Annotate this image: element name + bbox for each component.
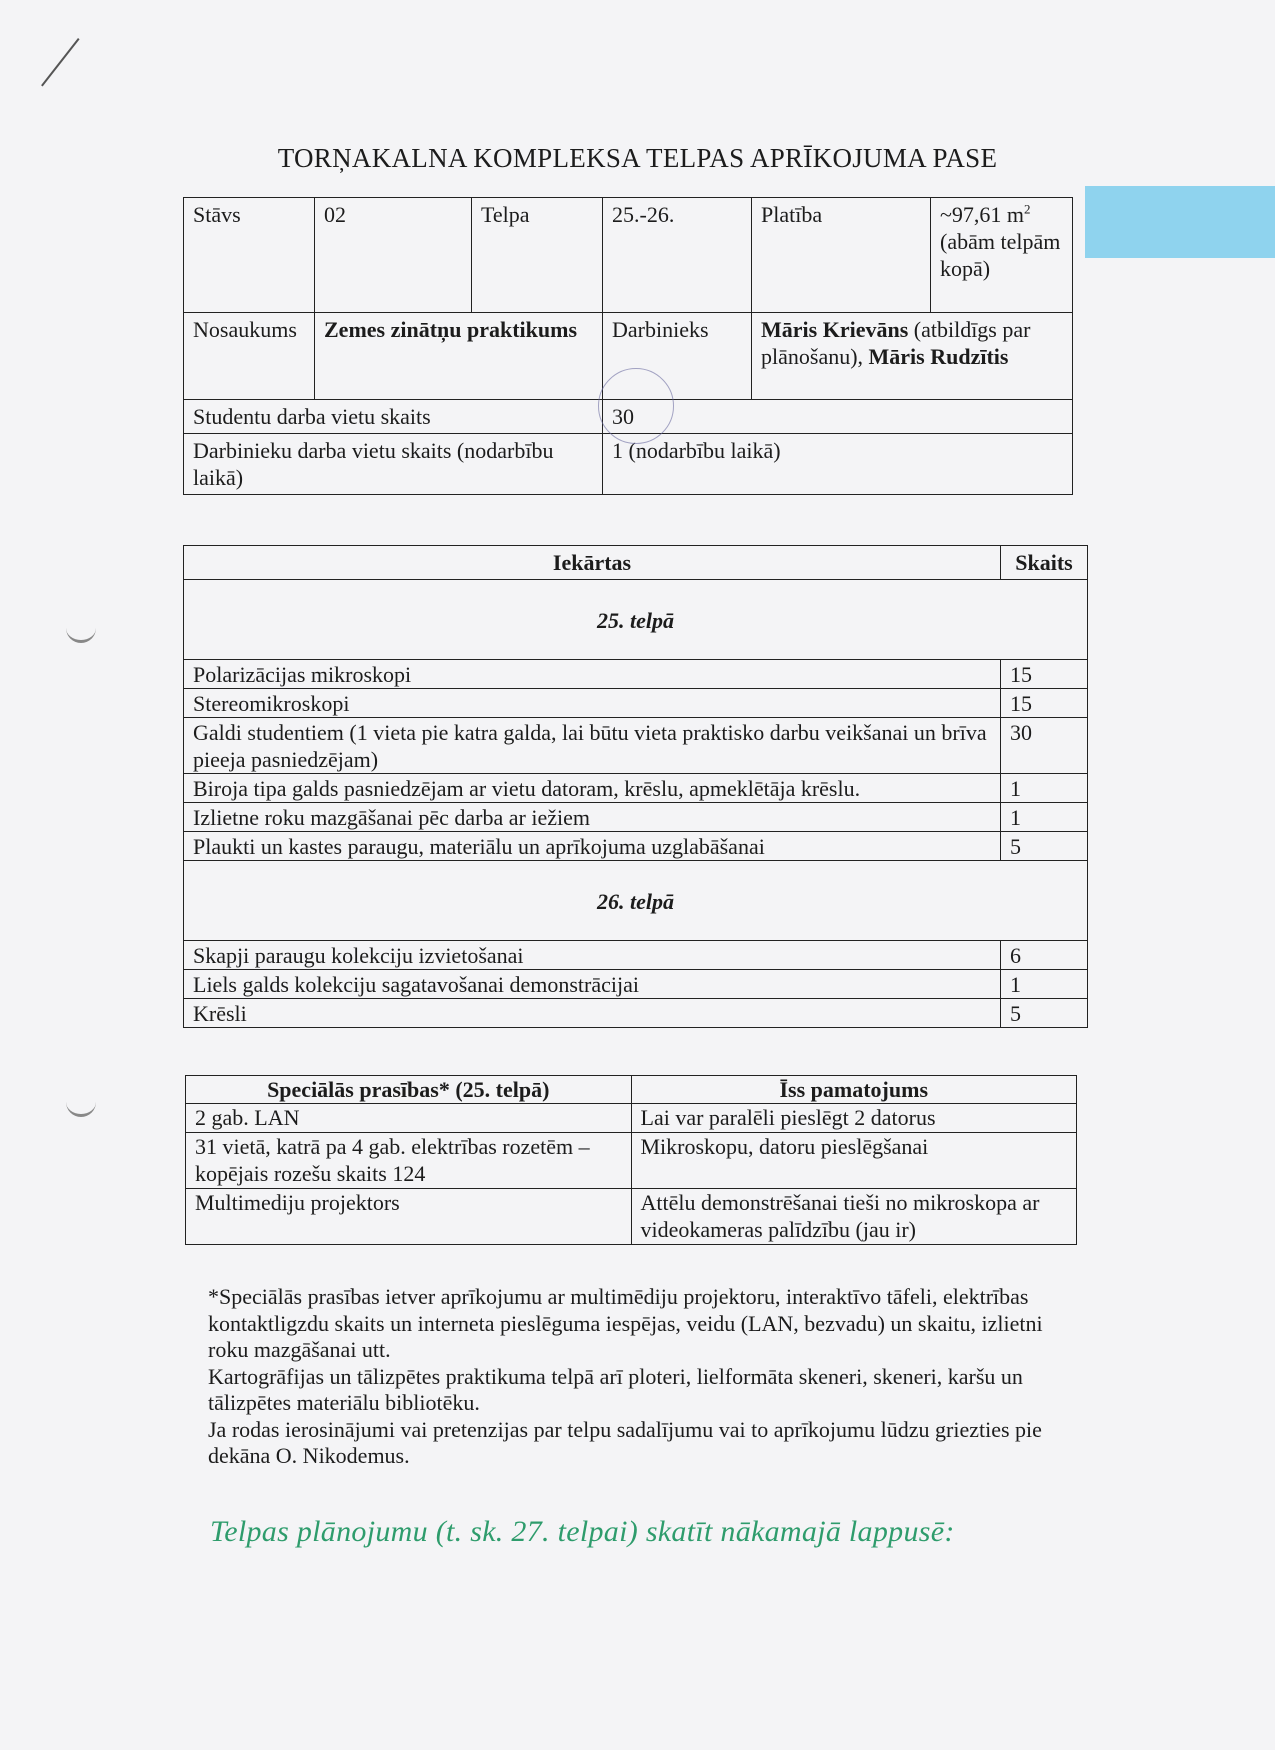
floor-label: Stāvs (184, 198, 315, 313)
special-req: Multimediju projektors (186, 1189, 632, 1245)
equipment-rows-26 (184, 941, 1088, 1028)
special-req: 2 gab. LAN (186, 1104, 632, 1133)
blue-tape-tab (1085, 186, 1275, 258)
special-row (186, 1104, 1077, 1133)
staff-person-1: Māris Krievāns (761, 317, 909, 342)
equipment-section-row-1 (184, 580, 1088, 660)
equipment-25-row (184, 832, 1088, 861)
equipment-25-row (184, 689, 1088, 718)
punch-hole-bottom (66, 1098, 96, 1117)
equipment-col-count: Skaits (1001, 546, 1088, 580)
staff-value (752, 313, 1073, 400)
area-note: (abām telpām kopā) (940, 229, 1061, 281)
staff-label: Darbinieks (603, 313, 752, 400)
special-reason: Mikroskopu, datoru pieslēgšanai (631, 1133, 1077, 1189)
equipment-25-item: Plaukti un kastes paraugu, materiālu un aprīkojuma uzglabāšanai (184, 832, 1001, 861)
room-info-row-1 (184, 198, 1073, 313)
equipment-section-26: 26. telpā (184, 861, 1088, 941)
special-reason: Lai var paralēli pieslēgt 2 datorus (631, 1104, 1077, 1133)
staff-seats-value: 1 (nodarbību laikā) (603, 434, 1073, 495)
equipment-25-count: 1 (1001, 803, 1088, 832)
special-row (186, 1189, 1077, 1245)
floor-value: 02 (315, 198, 472, 313)
equipment-26-row (184, 999, 1088, 1028)
equipment-25-item: Stereomikroskopi (184, 689, 1001, 718)
equipment-25-item: Galdi studentiem (1 vieta pie katra galda, lai būtu vieta praktisko darbu veikšanai un brīva pieeja pasniedzējam) (184, 718, 1001, 774)
equipment-25-item: Izlietne roku mazgāšanai pēc darba ar iežiem (184, 803, 1001, 832)
equipment-25-count: 15 (1001, 689, 1088, 718)
pen-mark (41, 38, 80, 87)
student-seats-label: Studentu darba vietu skaits (184, 400, 603, 434)
name-value: Zemes zinātņu praktikums (315, 313, 603, 400)
equipment-26-row (184, 941, 1088, 970)
punch-hole-top (66, 624, 96, 643)
equipment-26-item: Krēsli (184, 999, 1001, 1028)
room-label: Telpa (472, 198, 603, 313)
equipment-25-count: 30 (1001, 718, 1088, 774)
special-rows (186, 1104, 1077, 1245)
equipment-26-item: Skapji paraugu kolekciju izvietošanai (184, 941, 1001, 970)
equipment-26-count: 6 (1001, 941, 1088, 970)
equipment-25-row (184, 718, 1088, 774)
equipment-25-count: 5 (1001, 832, 1088, 861)
equipment-rows-25 (184, 660, 1088, 861)
special-requirements-table (185, 1075, 1077, 1245)
special-header-row (186, 1076, 1077, 1104)
equipment-26-count: 1 (1001, 970, 1088, 999)
special-col-reason: Īss pamatojums (631, 1076, 1077, 1104)
staff-person-1-note: (atbildīgs par plānošanu), (761, 317, 1031, 369)
equipment-25-row (184, 774, 1088, 803)
equipment-25-count: 15 (1001, 660, 1088, 689)
equipment-26-item: Liels galds kolekciju sagatavošanai demonstrācijai (184, 970, 1001, 999)
equipment-section-row-2 (184, 861, 1088, 941)
special-row (186, 1133, 1077, 1189)
special-req: 31 vietā, katrā pa 4 gab. elektrības rozetēm – kopējais rozešu skaits 124 (186, 1133, 632, 1189)
equipment-25-item: Polarizācijas mikroskopi (184, 660, 1001, 689)
footnote-p1: *Speciālās prasības ietver aprīkojumu ar multimēdiju projektoru, interaktīvo tāfeli, elektrības kontaktligzdu skaits un interneta pieslēguma iespējas, veidu (LAN, bezvadu) un skaitu, izlietni roku mazgāšanai utt. (208, 1284, 1043, 1362)
footnote-block (208, 1284, 1068, 1470)
equipment-header-row (184, 546, 1088, 580)
equipment-col-item: Iekārtas (184, 546, 1001, 580)
footnote-p2: Kartogrāfijas un tālizpētes praktikuma telpā arī ploteri, lielformāta skeneri, skeneri, karšu un tālizpētes materiālu bibliotēku. (208, 1363, 1023, 1415)
equipment-section-25: 25. telpā (184, 580, 1088, 660)
equipment-25-count: 1 (1001, 774, 1088, 803)
next-page-note: Telpas plānojumu (t. sk. 27. telpai) skatīt nākamajā lappusē: (210, 1515, 955, 1548)
equipment-26-row (184, 970, 1088, 999)
staff-person-2: Māris Rudzītis (868, 344, 1009, 369)
equipment-25-item: Biroja tipa galds pasniedzējam ar vietu datoram, krēslu, apmeklētāja krēslu. (184, 774, 1001, 803)
staff-seats-label: Darbinieku darba vietu skaits (nodarbību laikā) (184, 434, 603, 495)
stamp-circle-mark (598, 368, 674, 444)
equipment-25-row (184, 660, 1088, 689)
room-value: 25.-26. (603, 198, 752, 313)
special-reason: Attēlu demonstrēšanai tieši no mikroskopa ar videokameras palīdzību (jau ir) (631, 1189, 1077, 1245)
page-title: TORŅAKALNA KOMPLEKSA TELPAS APRĪKOJUMA PASE (277, 143, 998, 173)
area-unit-sup: 2 (1024, 201, 1031, 217)
equipment-26-count: 5 (1001, 999, 1088, 1028)
special-col-req: Speciālās prasības* (25. telpā) (186, 1076, 632, 1104)
name-label: Nosaukums (184, 313, 315, 400)
room-info-table (183, 197, 1073, 495)
area-cell (931, 198, 1073, 313)
equipment-table (183, 545, 1088, 1028)
area-value: ~97,61 m (940, 202, 1025, 227)
area-label: Platība (752, 198, 931, 313)
footnote-p3: Ja rodas ierosinājumi vai pretenzijas par telpu sadalījumu vai to aprīkojumu lūdzu griezties pie dekāna O. Nikodemus. (208, 1416, 1042, 1468)
equipment-25-row (184, 803, 1088, 832)
student-seats-value: 30 (603, 400, 1073, 434)
